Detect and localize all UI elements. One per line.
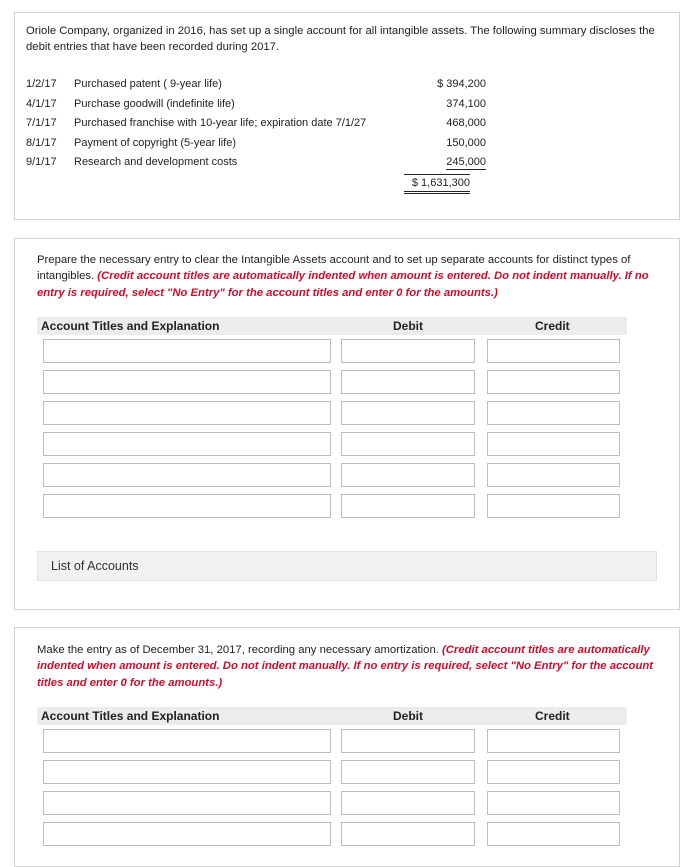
- part2-instructions: [37, 642, 657, 691]
- ledger-row: [26, 95, 486, 115]
- ledger-description: Payment of copyright (5-year life): [74, 136, 237, 149]
- debit-input[interactable]: [342, 792, 474, 814]
- ledger-date: 4/1/17: [26, 97, 57, 110]
- account-title-field[interactable]: [43, 822, 331, 846]
- credit-field[interactable]: [487, 729, 620, 753]
- ledger-description: Purchased patent ( 9-year life): [74, 78, 222, 90]
- ledger-description: Purchased franchise with 10-year life; expiration date 7/1/27: [74, 117, 367, 130]
- account-title-field[interactable]: [43, 339, 331, 363]
- credit-field[interactable]: [487, 370, 620, 394]
- credit-field[interactable]: [487, 822, 620, 846]
- debit-field[interactable]: [341, 463, 475, 487]
- header-debit: Debit: [393, 319, 423, 333]
- debit-input[interactable]: [342, 433, 474, 455]
- account-title-input[interactable]: [44, 730, 330, 752]
- ledger-description: Research and development costs: [74, 156, 238, 169]
- list-of-accounts-label: List of Accounts: [51, 559, 139, 573]
- ledger-date: 1/2/17: [26, 78, 57, 90]
- account-title-input[interactable]: [44, 371, 330, 393]
- ledger-total: $ 1,631,300: [404, 174, 470, 194]
- credit-input[interactable]: [488, 495, 619, 517]
- part1-note: (Credit account titles are automatically indented when amount is entered. Do not indent manually. If no entry is required, select "No Entry" for the account titles and enter 0 for the amounts.): [37, 270, 649, 299]
- credit-input[interactable]: [488, 792, 619, 814]
- debit-field[interactable]: [341, 401, 475, 425]
- debit-field[interactable]: [341, 494, 475, 518]
- credit-input[interactable]: [488, 340, 619, 362]
- part1-instructions: [37, 252, 657, 301]
- debit-field[interactable]: [341, 822, 475, 846]
- account-title-field[interactable]: [43, 760, 331, 784]
- debit-field[interactable]: [341, 339, 475, 363]
- account-title-input[interactable]: [44, 761, 330, 783]
- credit-field[interactable]: [487, 401, 620, 425]
- account-title-field[interactable]: [43, 463, 331, 487]
- ledger-date: 8/1/17: [26, 136, 57, 149]
- header-account: Account Titles and Explanation: [41, 319, 220, 333]
- account-title-field[interactable]: [43, 494, 331, 518]
- debit-input[interactable]: [342, 761, 474, 783]
- ledger-amount: 374,100: [446, 97, 486, 110]
- debit-input[interactable]: [342, 371, 474, 393]
- ledger-date: 9/1/17: [26, 156, 57, 169]
- ledger-row: [26, 75, 486, 95]
- debit-input[interactable]: [342, 464, 474, 486]
- credit-input[interactable]: [488, 761, 619, 783]
- debit-field[interactable]: [341, 791, 475, 815]
- header-account: Account Titles and Explanation: [41, 709, 220, 723]
- account-title-field[interactable]: [43, 729, 331, 753]
- part2-prompt: Make the entry as of December 31, 2017, recording any necessary amortization.: [37, 644, 439, 656]
- credit-field[interactable]: [487, 463, 620, 487]
- debit-input[interactable]: [342, 730, 474, 752]
- credit-input[interactable]: [488, 371, 619, 393]
- credit-field[interactable]: [487, 339, 620, 363]
- problem-panel: [14, 12, 680, 220]
- part1-panel: [14, 238, 680, 610]
- credit-input[interactable]: [488, 433, 619, 455]
- part1-table-header: [37, 317, 627, 335]
- credit-field[interactable]: [487, 432, 620, 456]
- account-title-input[interactable]: [44, 823, 330, 845]
- header-credit: Credit: [535, 709, 570, 723]
- credit-input[interactable]: [488, 730, 619, 752]
- account-title-input[interactable]: [44, 464, 330, 486]
- part1-prompt: Prepare the necessary entry to clear the Intangible Assets account and to set up separate accounts for distinct types of intangibles.: [37, 254, 631, 283]
- part2-table-header: [37, 707, 627, 725]
- debit-input[interactable]: [342, 402, 474, 424]
- account-title-field[interactable]: [43, 401, 331, 425]
- ledger-amount: 150,000: [446, 136, 486, 149]
- ledger-amount: 468,000: [446, 117, 486, 130]
- debit-entries-ledger: [26, 75, 486, 173]
- credit-input[interactable]: [488, 464, 619, 486]
- account-title-field[interactable]: [43, 791, 331, 815]
- ledger-row: [26, 134, 486, 154]
- part2-note: (Credit account titles are automatically indented when amount is entered. Do not indent manually. If no entry is required, select "No Entry" for the account titles and enter 0 for the amounts.): [37, 644, 654, 689]
- account-title-input[interactable]: [44, 402, 330, 424]
- ledger-amount: [406, 153, 486, 173]
- account-title-field[interactable]: [43, 432, 331, 456]
- ledger-amount: $ 394,200: [437, 78, 486, 90]
- credit-input[interactable]: [488, 823, 619, 845]
- part2-panel: [14, 627, 680, 867]
- account-title-input[interactable]: [44, 495, 330, 517]
- ledger-row: [26, 153, 486, 173]
- ledger-amount-value: 245,000: [446, 156, 486, 169]
- debit-input[interactable]: [342, 823, 474, 845]
- header-credit: Credit: [535, 319, 570, 333]
- account-title-input[interactable]: [44, 433, 330, 455]
- ledger-description: Purchase goodwill (indefinite life): [74, 97, 235, 110]
- debit-field[interactable]: [341, 432, 475, 456]
- account-title-input[interactable]: [44, 340, 330, 362]
- credit-input[interactable]: [488, 402, 619, 424]
- problem-intro: Oriole Company, organized in 2016, has set up a single account for all intangible assets. The following summary discloses the debit entries that have been recorded during 2017.: [26, 25, 655, 53]
- credit-field[interactable]: [487, 494, 620, 518]
- header-debit: Debit: [393, 709, 423, 723]
- ledger-date: 7/1/17: [26, 117, 57, 130]
- credit-field[interactable]: [487, 791, 620, 815]
- credit-field[interactable]: [487, 760, 620, 784]
- account-title-input[interactable]: [44, 792, 330, 814]
- ledger-row: [26, 114, 486, 134]
- debit-field[interactable]: [341, 760, 475, 784]
- list-of-accounts-button[interactable]: [37, 551, 657, 581]
- debit-field[interactable]: [341, 370, 475, 394]
- debit-input[interactable]: [342, 340, 474, 362]
- account-title-field[interactable]: [43, 370, 331, 394]
- debit-field[interactable]: [341, 729, 475, 753]
- debit-input[interactable]: [342, 495, 474, 517]
